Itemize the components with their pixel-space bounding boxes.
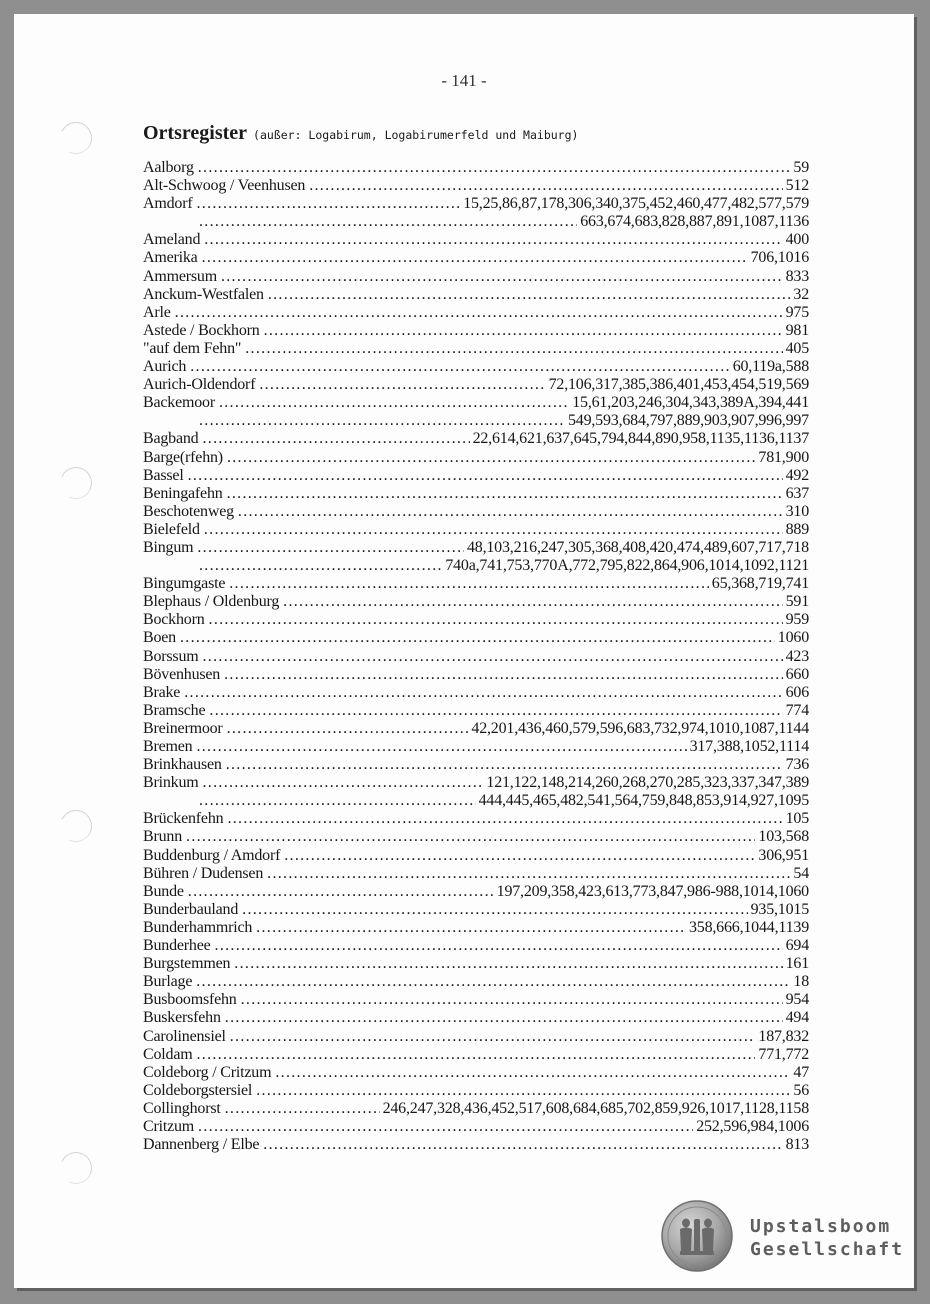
index-entry	[143, 865, 809, 883]
leader-dots	[209, 611, 783, 629]
entry-place: Beningafehn	[143, 484, 223, 502]
entry-place: Coldeborgstersiel	[143, 1081, 253, 1099]
entry-pages: 606	[785, 683, 809, 701]
leader-dots	[199, 412, 565, 430]
leader-dots	[263, 1136, 782, 1154]
leader-dots	[275, 1064, 790, 1082]
leader-dots	[238, 503, 783, 521]
entry-pages: 405	[785, 339, 809, 357]
entry-pages: 15,25,86,87,178,306,340,375,452,460,477,482,577,579	[463, 195, 809, 213]
entry-place: Bassel	[143, 466, 184, 484]
entry-pages: 246,247,328,436,452,517,608,684,685,702,859,926,1017,1128,1158	[382, 1099, 809, 1117]
leader-dots	[219, 394, 569, 412]
leader-dots	[227, 485, 783, 503]
leader-dots	[224, 666, 782, 684]
index-entry	[143, 955, 809, 973]
entry-pages: 736	[785, 756, 809, 774]
seal-icon	[660, 1199, 734, 1273]
leader-dots	[186, 828, 755, 846]
entry-place: Dannenberg / Elbe	[143, 1136, 260, 1154]
punch-hole	[55, 1147, 96, 1188]
index-entry	[143, 1100, 809, 1118]
index-entry	[143, 231, 809, 249]
entry-place: Brunn	[143, 828, 183, 846]
index-title: Ortsregister	[143, 122, 248, 144]
entry-pages: 56	[793, 1081, 809, 1099]
entry-pages: 549,593,684,797,889,903,907,996,997	[567, 412, 809, 430]
leader-dots	[267, 865, 790, 883]
index-entry	[143, 1082, 809, 1100]
entry-place: Bövenhusen	[143, 665, 221, 683]
entry-place: Ameland	[143, 231, 201, 249]
entry-pages: 400	[785, 231, 809, 249]
entry-pages: 42,201,436,460,579,596,683,732,974,1010,1087,1144	[471, 719, 809, 737]
entry-place: Barge(rfehn)	[143, 448, 223, 466]
entry-place: Ammersum	[143, 267, 217, 285]
leader-dots	[227, 720, 469, 738]
entry-pages: 72,106,317,385,386,401,453,454,519,569	[548, 376, 809, 394]
index-entry-continuation	[143, 412, 809, 430]
document-page	[14, 14, 914, 1288]
entry-pages: 981	[785, 321, 809, 339]
leader-dots	[256, 919, 686, 937]
index-entry	[143, 358, 809, 376]
index-entry	[143, 901, 809, 919]
entry-place: Brake	[143, 683, 181, 701]
leader-dots	[264, 322, 783, 340]
leader-dots	[199, 557, 442, 575]
index-entry	[143, 195, 809, 213]
index-entry	[143, 702, 809, 720]
index-entry	[143, 684, 809, 702]
entry-place: Bunderbauland	[143, 900, 239, 918]
leader-dots	[309, 177, 782, 195]
entry-place: Bagband	[143, 430, 199, 448]
index-entry	[143, 268, 809, 286]
index-entry	[143, 521, 809, 539]
leader-dots	[242, 901, 747, 919]
index-entry	[143, 973, 809, 991]
leader-dots	[259, 376, 545, 394]
entry-pages: 975	[785, 303, 809, 321]
entry-place: Buddenburg / Amdorf	[143, 846, 281, 864]
entry-pages: 252,596,984,1006	[696, 1117, 809, 1135]
leader-dots	[221, 268, 783, 286]
leader-dots	[245, 340, 782, 358]
index-entry-continuation	[143, 792, 809, 810]
leader-dots	[175, 304, 783, 322]
entry-pages: 423	[785, 647, 809, 665]
index-entry	[143, 340, 809, 358]
leader-dots	[204, 231, 782, 249]
entry-place: Bockhorn	[143, 611, 205, 629]
entry-pages: 306,951	[758, 846, 809, 864]
leader-dots	[197, 539, 464, 557]
leader-dots	[199, 213, 577, 231]
entry-pages: 889	[785, 520, 809, 538]
entry-place: Blephaus / Oldenburg	[143, 593, 280, 611]
index-entry	[143, 485, 809, 503]
leader-dots	[196, 1046, 755, 1064]
entry-place: Aurich-Oldendorf	[143, 376, 256, 394]
entry-pages: 833	[785, 267, 809, 285]
upstalsboom-logo	[660, 1199, 914, 1279]
leader-dots	[225, 1009, 783, 1027]
leader-dots	[283, 593, 782, 611]
index-entry	[143, 828, 809, 846]
index-entry	[143, 883, 809, 901]
entry-place: Aurich	[143, 358, 187, 376]
entry-place: Bramsche	[143, 701, 206, 719]
entry-place: Collinghorst	[143, 1099, 221, 1117]
leader-dots	[203, 774, 484, 792]
index-entry	[143, 467, 809, 485]
index-entry-continuation	[143, 557, 809, 575]
leader-dots	[202, 430, 469, 448]
leader-dots	[203, 648, 783, 666]
entry-pages: 161	[785, 955, 809, 973]
entry-place: Buskersfehn	[143, 1009, 221, 1027]
index-entry	[143, 774, 809, 792]
index-entry	[143, 1009, 809, 1027]
index-entry	[143, 991, 809, 1009]
leader-dots	[180, 629, 775, 647]
leader-dots	[234, 955, 782, 973]
entry-place: Beschotenweg	[143, 502, 234, 520]
leader-dots	[268, 286, 791, 304]
logo-line-2: Gesellschaft	[750, 1239, 905, 1260]
entry-place: Burgstemmen	[143, 955, 231, 973]
index-entry	[143, 575, 809, 593]
index-entry	[143, 666, 809, 684]
leader-dots	[226, 756, 783, 774]
index-entry	[143, 810, 809, 828]
entry-place: Carolinensiel	[143, 1027, 226, 1045]
index-entry-continuation	[143, 213, 809, 231]
leader-dots	[188, 883, 494, 901]
entry-place: Bielefeld	[143, 520, 200, 538]
entry-pages: 591	[785, 593, 809, 611]
punch-hole	[55, 805, 96, 846]
entry-place: Brinkhausen	[143, 756, 222, 774]
leader-dots	[230, 1028, 756, 1046]
entry-pages: 660	[785, 665, 809, 683]
leader-dots	[190, 358, 729, 376]
entry-place: Bunderhee	[143, 937, 211, 955]
entry-place: Breinermoor	[143, 719, 223, 737]
entry-place: Amdorf	[143, 195, 193, 213]
entry-pages: 32	[793, 285, 809, 303]
place-index-list	[143, 159, 809, 1154]
entry-pages: 22,614,621,637,645,794,844,890,958,1135,1136,1137	[472, 430, 809, 448]
entry-place: Coldam	[143, 1045, 193, 1063]
entry-place: Bremen	[143, 738, 193, 755]
index-heading	[143, 122, 578, 145]
index-entry	[143, 919, 809, 937]
entry-pages: 694	[785, 937, 809, 955]
punch-hole	[55, 462, 96, 503]
entry-pages: 317,388,1052,1114	[689, 738, 809, 755]
entry-place: Astede / Bockhorn	[143, 321, 260, 339]
logo-line-1: Upstalsboom	[750, 1216, 892, 1237]
leader-dots	[199, 792, 476, 810]
index-entry	[143, 394, 809, 412]
entry-pages: 60,119a,588	[732, 358, 809, 376]
entry-pages: 663,674,683,828,887,891,1087,1136	[580, 213, 809, 231]
leader-dots	[284, 847, 755, 865]
entry-place: Brückenfehn	[143, 810, 224, 828]
leader-dots	[225, 1100, 380, 1118]
entry-place: Busboomsfehn	[143, 991, 237, 1009]
entry-place: Alt-Schwoog / Veenhusen	[143, 177, 306, 195]
entry-place: Coldeborg / Critzum	[143, 1063, 272, 1081]
index-entry	[143, 629, 809, 647]
entry-pages: 358,666,1044,1139	[688, 918, 809, 936]
index-entry	[143, 593, 809, 611]
punch-hole	[55, 117, 96, 158]
leader-dots	[241, 991, 783, 1009]
entry-pages: 494	[785, 1009, 809, 1027]
entry-place: Brinkum	[143, 774, 199, 792]
entry-pages: 18	[793, 973, 809, 991]
index-entry	[143, 159, 809, 177]
entry-pages: 15,61,203,246,304,343,389A,394,441	[572, 394, 809, 412]
entry-place: Amerika	[143, 249, 198, 267]
index-entry	[143, 376, 809, 394]
index-entry	[143, 1028, 809, 1046]
leader-dots	[202, 249, 748, 267]
entry-pages: 310	[785, 502, 809, 520]
entry-pages: 813	[785, 1136, 809, 1154]
index-entry	[143, 937, 809, 955]
entry-pages: 54	[793, 864, 809, 882]
index-subtitle: (außer: Logabirum, Logabirumerfeld und Maiburg)	[253, 128, 579, 142]
leader-dots	[227, 449, 755, 467]
leader-dots	[209, 702, 782, 720]
index-entry	[143, 720, 809, 738]
entry-place: "auf dem Fehn"	[143, 339, 242, 357]
index-entry	[143, 430, 809, 448]
index-entry	[143, 304, 809, 322]
entry-pages: 187,832	[758, 1027, 809, 1045]
entry-place: Bühren / Dudensen	[143, 864, 264, 882]
entry-place: Bingum	[143, 538, 194, 556]
leader-dots	[227, 810, 782, 828]
entry-pages: 935,1015	[750, 900, 809, 918]
entry-pages: 774	[785, 701, 809, 719]
entry-pages: 706,1016	[750, 249, 809, 267]
leader-dots	[196, 195, 460, 213]
index-entry	[143, 322, 809, 340]
index-entry	[143, 177, 809, 195]
leader-dots	[196, 738, 686, 756]
leader-dots	[204, 521, 783, 539]
entry-pages: 1060	[777, 629, 809, 647]
entry-place: Bunderhammrich	[143, 918, 253, 936]
index-entry	[143, 286, 809, 304]
entry-place: Backemoor	[143, 394, 215, 412]
entry-place: Critzum	[143, 1117, 195, 1135]
entry-pages: 197,209,358,423,613,773,847,986-988,1014,1060	[496, 882, 809, 900]
leader-dots	[229, 575, 709, 593]
entry-place: Bingumgaste	[143, 575, 226, 593]
index-entry	[143, 1064, 809, 1082]
entry-place: Borssum	[143, 647, 199, 665]
index-entry	[143, 756, 809, 774]
entry-place: Burlage	[143, 973, 193, 991]
entry-place: Anckum-Westfalen	[143, 285, 264, 303]
index-entry	[143, 611, 809, 629]
leader-dots	[198, 159, 791, 177]
leader-dots	[184, 684, 782, 702]
entry-pages: 771,772	[758, 1045, 809, 1063]
index-entry	[143, 1136, 809, 1154]
page-number: - 141 -	[441, 71, 487, 90]
entry-place: Aalborg	[143, 159, 194, 176]
entry-place: Boen	[143, 629, 176, 647]
index-entry	[143, 539, 809, 557]
index-entry	[143, 738, 809, 756]
entry-pages: 492	[785, 466, 809, 484]
index-entry	[143, 449, 809, 467]
entry-place: Bunde	[143, 882, 184, 900]
entry-pages: 48,103,216,247,305,368,408,420,474,489,607,717,718	[466, 538, 809, 556]
leader-dots	[198, 1118, 693, 1136]
entry-pages: 781,900	[758, 448, 809, 466]
leader-dots	[256, 1082, 790, 1100]
index-entry	[143, 249, 809, 267]
index-entry	[143, 1046, 809, 1064]
index-entry	[143, 503, 809, 521]
entry-pages: 740a,741,753,770A,772,795,822,864,906,1014,1092,1121	[445, 557, 809, 575]
entry-pages: 444,445,465,482,541,564,759,848,853,914,927,1095	[478, 792, 809, 810]
entry-pages: 121,122,148,214,260,268,270,285,323,337,347,389	[486, 774, 809, 792]
entry-pages: 954	[785, 991, 809, 1009]
entry-pages: 59	[793, 159, 809, 176]
leader-dots	[215, 937, 783, 955]
logo-text	[750, 1215, 904, 1261]
index-entry	[143, 648, 809, 666]
leader-dots	[196, 973, 790, 991]
index-entry	[143, 1118, 809, 1136]
entry-pages: 512	[785, 177, 809, 195]
leader-dots	[188, 467, 783, 485]
entry-pages: 47	[793, 1063, 809, 1081]
entry-pages: 637	[785, 484, 809, 502]
entry-pages: 103,568	[758, 828, 809, 846]
entry-pages: 105	[785, 810, 809, 828]
entry-place: Arle	[143, 303, 171, 321]
index-entry	[143, 847, 809, 865]
entry-pages: 65,368,719,741	[711, 575, 809, 593]
entry-pages: 959	[785, 611, 809, 629]
